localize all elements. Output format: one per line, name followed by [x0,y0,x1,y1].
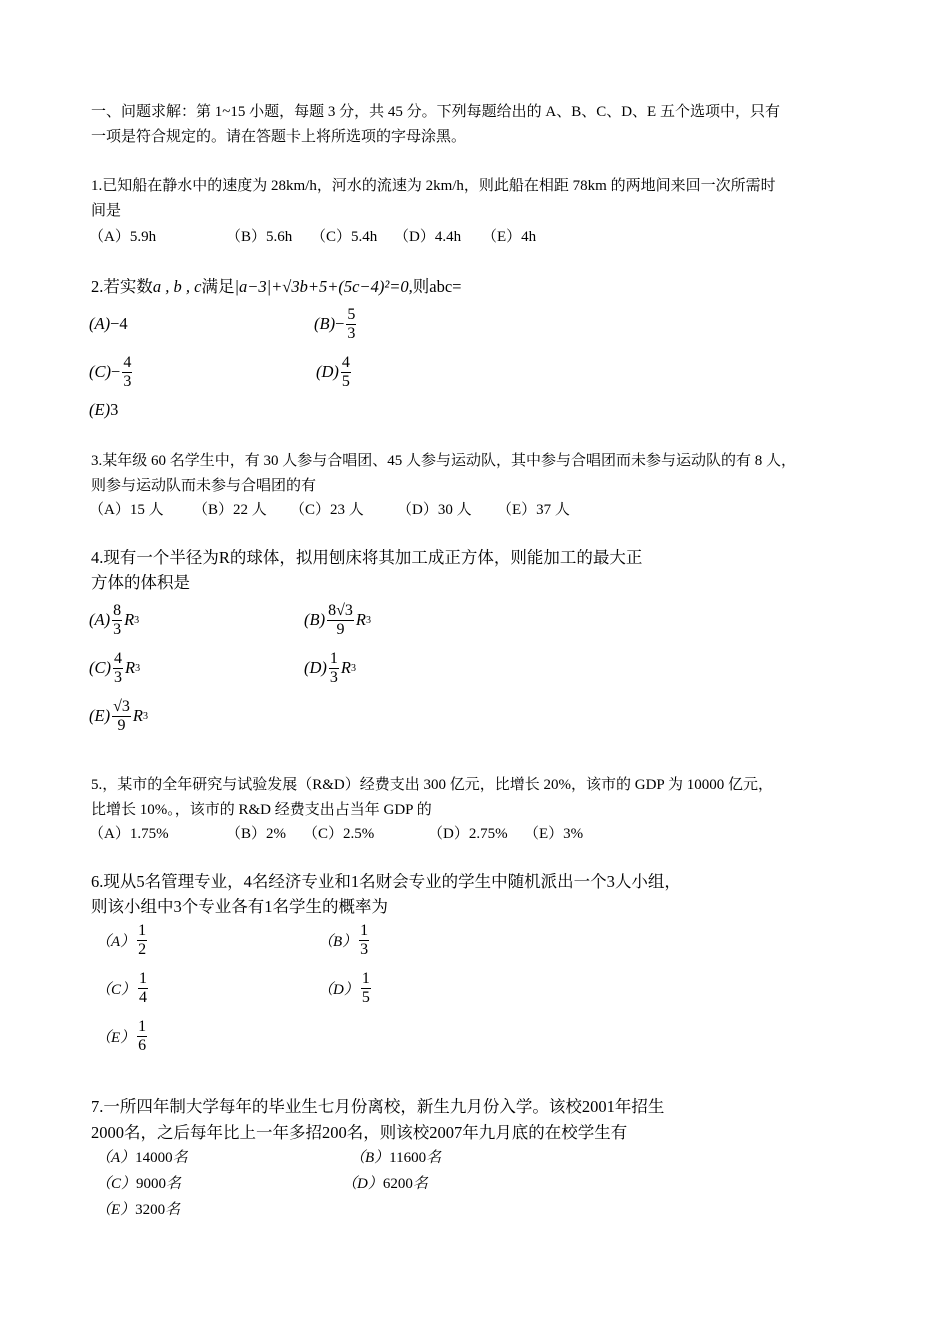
q4-option-c-exp: 3 [135,662,141,674]
q6-option-d-den: 5 [361,988,370,1006]
q2-option-c-den: 3 [123,372,132,390]
q4-option-c-den: 3 [114,668,122,686]
q4-option-a-exp: 3 [134,614,140,626]
q6-option-a: （A） $\frac{1}{2}$ [96,921,147,958]
q4-option-e-den: 9 [117,716,126,734]
q6-option-e: （E） $\frac{1}{6}$ [96,1017,147,1054]
q3-option-b: （B）22 人 [193,502,267,518]
q2-stem-equation: |a−3|+√3b+5+(5c−4)²=0, [234,277,413,296]
q6-stem-line2: 则该小组中3个专业各有1名学生的概率为 [91,897,388,916]
q5-option-b: （B）2% [226,826,287,842]
q3-option-e: （E）37 人 [497,502,570,518]
q4-option-a-num: 8 [113,601,122,619]
q1-stem-line2: 间是 [91,203,122,219]
q5-option-c: （C）2.5% [303,826,375,842]
q7-option-b-unit: 名 [426,1150,442,1166]
q3-stem-line2: 则参与运动队而未参与合唱团的有 [91,478,317,494]
q6-option-c-num: 1 [139,969,148,987]
q6-option-b-den: 3 [360,940,369,958]
q4-option-d-den: 3 [329,668,338,686]
q4-option-d: (D) $\frac{1}{3}$ R 3 [304,649,356,686]
q2-option-b-num: 5 [347,305,356,323]
q7-option-c-value: 9000 [136,1176,167,1192]
q2-option-d-den: 5 [341,372,350,390]
q2-option-c-num: 4 [123,353,132,371]
q4-option-a-var: R [124,610,135,629]
q4-stem-line1: 4.现有一个半径为R的球体，拟用刨床将其加工成正方体，则能加工的最大正 [91,548,643,567]
q2-option-e: (E) 3 [89,400,119,419]
q1-option-b: （B）5.6h [226,229,293,245]
q6-option-a-den: 2 [138,940,147,958]
q4-option-b-exp: 3 [365,614,371,626]
q4-option-b-num: 8√3 [328,601,353,619]
q2-stem [91,277,461,297]
q4-option-a: (A) $\frac{8}{3}$ R 3 [89,601,140,638]
q3-option-d: （D）30 人 [397,502,472,518]
q7-stem-line2: 2000名，之后每年比上一年多招200名，则该校2007年九月底的在校学生有 [91,1123,628,1142]
q2-option-b: (B) − $\frac{5}{3}$ [314,305,356,342]
q6-option-e-num: 1 [138,1017,147,1035]
q7-option-b-value: 11600 [389,1150,427,1166]
q4-option-b-den: 9 [336,620,345,638]
q1-stem-line1: 1.已知船在静水中的速度为 28km/h，河水的流速为 2km/h，则此船在相距 78km 的两地间来回一次所需时 [91,178,776,194]
q4-option-d-num: 1 [329,649,338,667]
q1-option-c: （C）5.4h [311,229,378,245]
q4-stem-line2: 方体的体积是 [91,573,190,592]
q5-option-a: （A）1.75% [89,826,169,842]
q7-option-d: （D）6200名 [342,1176,428,1192]
q2-option-d-num: 4 [341,353,350,371]
q5-option-e: （E）3% [524,826,584,842]
q4-option-e-var: R [132,706,143,725]
q6-option-d: （D） $\frac{1}{5}$ [318,969,370,1006]
q6-option-d-num: 1 [361,969,370,987]
q7-option-e: （E）3200名 [96,1202,181,1218]
q7-option-a-unit: 名 [172,1150,188,1166]
q5-option-d: （D）2.75% [428,826,508,842]
q2-option-b-sign: − [335,314,345,333]
q6-option-c-den: 4 [139,988,148,1006]
q2-option-b-den: 3 [347,324,356,342]
q7-option-a-value: 14000 [135,1150,173,1166]
q7-option-c: （C）9000名 [96,1176,182,1192]
q2-option-c: (C) − $\frac{4}{3}$ [89,353,132,390]
section-instruction-line1: 一、问题求解：第 1~15 小题，每题 3 分，共 45 分。下列每题给出的 A、B、C、D、E 五个选项中，只有 [91,104,780,120]
q7-option-b: （B）11600名 [350,1150,442,1166]
q4-option-e-exp: 3 [142,710,148,722]
q7-option-d-value: 6200 [382,1176,413,1192]
q6-stem-line1: 6.现从5名管理专业，4名经济专业和1名财会专业的学生中随机派出一个3人小组， [91,872,681,891]
q1-option-a: （A）5.9h [89,229,157,245]
q4-option-d-var: R [340,658,351,677]
q2-option-e-value: 3 [110,400,119,419]
q4-option-d-exp: 3 [351,662,356,674]
q2-option-d: (D) $\frac{4}{5}$ [316,353,350,390]
section-instruction-line2: 一项是符合规定的。请在答题卡上将所选项的字母涂黑。 [91,129,467,145]
q6-option-c: （C） $\frac{1}{4}$ [96,969,148,1006]
q4-option-b: (B) $\frac{8√3}{9}$ R 3 [304,601,371,638]
q2-option-a: (A) −4 [89,314,128,333]
q6-option-b-num: 1 [360,921,369,939]
q7-option-d-unit: 名 [412,1176,428,1192]
q7-stem-line1: 7.一所四年制大学每年的毕业生七月份离校，新生九月份入学。该校2001年招生 [91,1097,665,1116]
q4-option-e-num: √3 [113,697,130,715]
q6-option-a-num: 1 [138,921,147,939]
q2-option-c-sign: − [111,362,121,381]
q5-stem-line2: 比增长 10%。，该市的 R&D 经费支出占当年 GDP 的 [91,802,432,818]
q2-stem-prefix: 2.若实数 [91,277,153,296]
q6-option-b: （B） $\frac{1}{3}$ [318,921,369,958]
q6-option-e-den: 6 [138,1036,147,1054]
q4-option-b-var: R [355,610,366,629]
q1-option-d: （D）4.4h [394,229,462,245]
q3-option-c: （C）23 人 [290,502,364,518]
q3-stem-line1: 3.某年级 60 名学生中，有 30 人参与合唱团、45 人参与运动队，其中参与合唱团而未参与运动队的有 8 人， [91,453,797,469]
q5-stem-line1: 5.，某市的全年研究与试验发展（R&D）经费支出 300 亿元，比增长 20%，该市的 GDP 为 10000 亿元， [91,777,773,793]
q7-option-a: （A）14000名 [96,1150,188,1166]
q2-stem-suffix: 则abc= [412,277,462,296]
q2-option-a-value: −4 [110,314,128,333]
q1-option-e: （E）4h [482,229,537,245]
q7-option-e-unit: 名 [165,1202,181,1218]
q4-option-e: (E) $\frac{√3}{9}$ R 3 [89,697,148,734]
q2-stem-vars: a , b , c [152,277,202,296]
q4-option-a-den: 3 [113,620,122,638]
q4-option-c-var: R [125,658,136,677]
q7-option-e-value: 3200 [135,1202,166,1218]
q7-option-c-unit: 名 [166,1176,182,1192]
q4-option-c-num: 4 [114,649,122,667]
q2-stem-mid: 满足 [201,277,235,296]
q3-option-a: （A）15 人 [89,502,164,518]
q4-option-c: (C) $\frac{4}{3}$ R 3 [89,649,141,686]
